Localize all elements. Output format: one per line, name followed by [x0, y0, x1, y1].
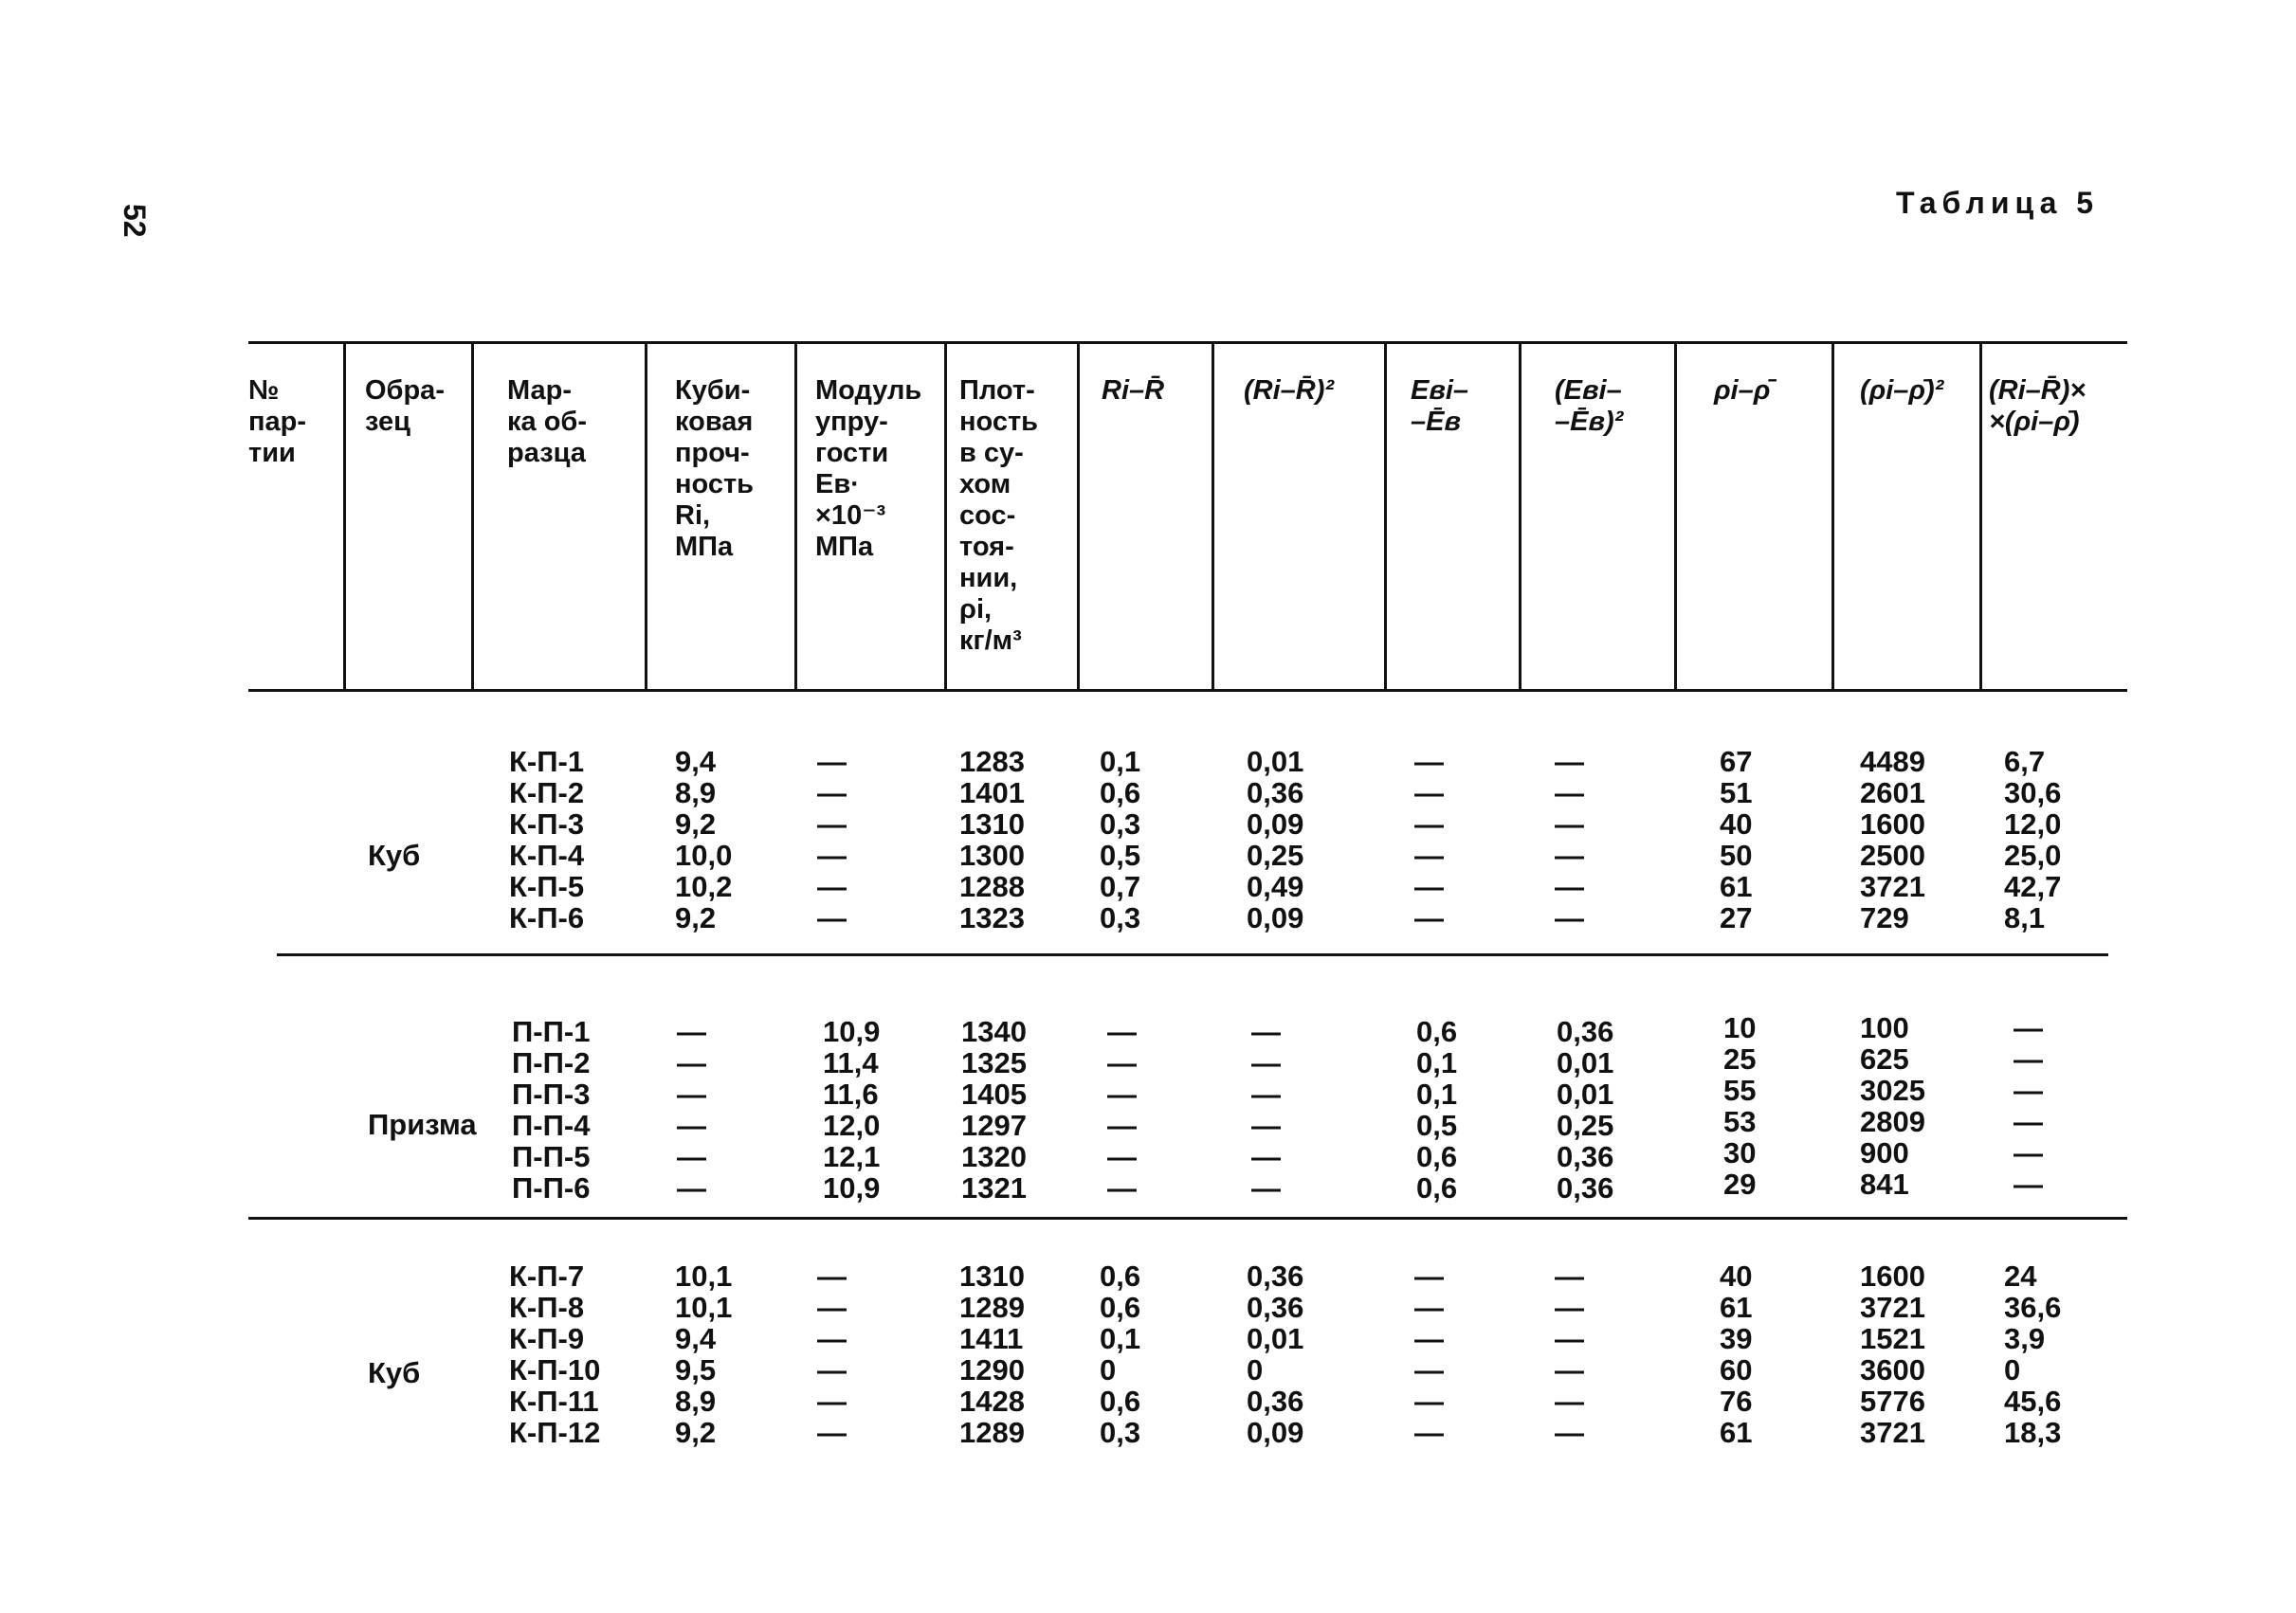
- table-cell: 9,2: [675, 807, 717, 841]
- header-cube-strength: Куби- ковая проч- ность Ri, МПа: [675, 375, 755, 562]
- header-rho-deviation: ρi–ρ̄: [1714, 375, 1771, 406]
- table-cell: 8,1: [2004, 901, 2046, 934]
- header-e-deviation: Eвi– –Ēв: [1411, 375, 1469, 437]
- table-cell: 61: [1720, 870, 1753, 903]
- table-cell: —: [817, 901, 847, 934]
- table-cell: —: [1107, 1140, 1137, 1173]
- header-column-rule: [794, 341, 797, 691]
- table-cell: —: [1414, 1291, 1444, 1324]
- table-cell: К-П-12: [509, 1416, 601, 1449]
- table-cell: —: [817, 1416, 847, 1449]
- page-number: 52: [118, 204, 152, 238]
- column-modulus: [823, 1016, 880, 1204]
- table-cell: 10,9: [823, 1015, 881, 1048]
- table-cell: —: [817, 839, 847, 872]
- table-cell: —: [2014, 1168, 2043, 1201]
- column-rho-deviation-squared: [1860, 1260, 1925, 1448]
- header-rho-deviation-squared: (ρi–ρ̄)²: [1860, 375, 1944, 406]
- table-cell: 1428: [959, 1385, 1025, 1418]
- table-cell: 10: [1723, 1011, 1757, 1044]
- table-cell: —: [1555, 839, 1584, 872]
- table-cell: —: [2014, 1136, 2043, 1169]
- table-cell: 42,7: [2004, 870, 2062, 903]
- table-cell: 10,1: [675, 1260, 733, 1293]
- table-cell: 0,09: [1247, 901, 1304, 934]
- table-cell: —: [1251, 1171, 1281, 1205]
- table-cell: 0,6: [1100, 776, 1141, 809]
- table-cell: 4489: [1860, 745, 1925, 778]
- table-cell: —: [1251, 1015, 1281, 1048]
- table-cell: —: [817, 1385, 847, 1418]
- table-cell: 30,6: [2004, 776, 2062, 809]
- table-cell: 12,0: [2004, 807, 2062, 841]
- table-cell: 8,9: [675, 1385, 717, 1418]
- table-cell: 50: [1720, 839, 1753, 872]
- table-cell: 0,6: [1416, 1015, 1458, 1048]
- column-r-deviation-squared: [1247, 1260, 1303, 1448]
- table-cell: 1297: [961, 1109, 1027, 1142]
- column-cube-strength: [675, 746, 732, 933]
- table-cell: 3721: [1860, 1416, 1925, 1449]
- table-cell: П-П-2: [512, 1046, 591, 1079]
- table-cell: 55: [1723, 1074, 1757, 1107]
- table-cell: 1405: [961, 1078, 1027, 1111]
- table-cell: —: [1107, 1171, 1137, 1205]
- column-product: [2004, 1260, 2061, 1448]
- table-cell: 0: [2004, 1353, 2021, 1386]
- table-cell: К-П-9: [509, 1322, 585, 1355]
- column-rho-deviation: [1720, 1260, 1752, 1448]
- table-cell: 0,1: [1100, 1322, 1141, 1355]
- table-cell: —: [1555, 870, 1584, 903]
- table-cell: 24: [2004, 1260, 2037, 1293]
- column-r-deviation: [1100, 1260, 1140, 1448]
- header-column-rule: [645, 341, 647, 691]
- table-cell: 3721: [1860, 870, 1925, 903]
- table-cell: 29: [1723, 1168, 1757, 1201]
- table-cell: —: [817, 1353, 847, 1386]
- table-cell: 0,09: [1247, 1416, 1304, 1449]
- table-cell: 0,36: [1557, 1171, 1614, 1205]
- header-column-rule: [343, 341, 346, 691]
- table-cell: 9,5: [675, 1353, 717, 1386]
- table-cell: 11,6: [823, 1078, 879, 1111]
- table-cell: —: [1414, 745, 1444, 778]
- group-divider-rule: [248, 1217, 2127, 1220]
- table-cell: 61: [1720, 1416, 1753, 1449]
- table-cell: К-П-2: [509, 776, 585, 809]
- header-elastic-modulus: Модуль упру- гости Eв· ×10⁻³ МПа: [815, 375, 922, 562]
- table-cell: —: [817, 870, 847, 903]
- table-cell: 0,6: [1100, 1385, 1141, 1418]
- table-cell: 0,1: [1416, 1078, 1458, 1111]
- column-r-deviation-squared: [1251, 1016, 1281, 1204]
- table-cell: —: [817, 807, 847, 841]
- table-cell: 2809: [1860, 1105, 1925, 1138]
- table-cell: 0,3: [1100, 1416, 1141, 1449]
- header-sample: Обра- зец: [365, 375, 445, 437]
- table-cell: —: [817, 1291, 847, 1324]
- table-cell: 0,6: [1100, 1291, 1141, 1324]
- table-cell: —: [677, 1171, 706, 1205]
- table-cell: —: [677, 1015, 706, 1048]
- table-cell: 0,7: [1100, 870, 1141, 903]
- table-cell: 10,1: [675, 1291, 733, 1324]
- column-rho-deviation-squared: [1860, 746, 1925, 933]
- table-cell: 1521: [1860, 1322, 1925, 1355]
- table-cell: К-П-5: [509, 870, 585, 903]
- table-cell: К-П-10: [509, 1353, 601, 1386]
- column-e-deviation-squared: [1557, 1016, 1613, 1204]
- header-r-deviation: Ri–R̄: [1102, 375, 1165, 406]
- table-cell: —: [1251, 1046, 1281, 1079]
- table-cell: 1321: [961, 1171, 1027, 1205]
- column-cube-strength: [675, 1260, 732, 1448]
- column-r-deviation: [1107, 1016, 1137, 1204]
- table-cell: 0,36: [1247, 1291, 1304, 1324]
- table-cell: К-П-8: [509, 1291, 585, 1324]
- table-cell: —: [1414, 1322, 1444, 1355]
- table-cell: 27: [1720, 901, 1753, 934]
- column-mark: [512, 1016, 590, 1204]
- table-cell: 100: [1860, 1011, 1909, 1044]
- table-cell: 53: [1723, 1105, 1757, 1138]
- header-column-rule: [1674, 341, 1677, 691]
- table-cell: К-П-1: [509, 745, 585, 778]
- table-cell: 45,6: [2004, 1385, 2062, 1418]
- table-title: Таблица 5: [1896, 186, 2100, 220]
- column-density: [959, 746, 1025, 933]
- table-cell: 1310: [959, 807, 1025, 841]
- group-sample-label: Куб: [368, 1356, 421, 1389]
- header-bottom-rule: [248, 689, 2127, 692]
- group-sample-label: Куб: [368, 839, 421, 872]
- table-cell: 30: [1723, 1136, 1757, 1169]
- table-cell: 2500: [1860, 839, 1925, 872]
- column-mark: [509, 746, 584, 933]
- table-cell: 0,36: [1247, 1260, 1304, 1293]
- table-cell: —: [1555, 1291, 1584, 1324]
- table-cell: 0,36: [1247, 1385, 1304, 1418]
- table-cell: —: [1414, 870, 1444, 903]
- table-cell: 1310: [959, 1260, 1025, 1293]
- column-density: [959, 1260, 1025, 1448]
- table-cell: 900: [1860, 1136, 1909, 1169]
- column-modulus: [817, 746, 847, 933]
- table-cell: —: [1414, 901, 1444, 934]
- table-cell: 0,36: [1557, 1015, 1614, 1048]
- table-cell: 40: [1720, 807, 1753, 841]
- header-column-rule: [1212, 341, 1214, 691]
- table-cell: 25,0: [2004, 839, 2062, 872]
- table-cell: 10,0: [675, 839, 733, 872]
- table-cell: —: [817, 1322, 847, 1355]
- table-cell: 841: [1860, 1168, 1909, 1201]
- table-cell: 1300: [959, 839, 1025, 872]
- table-cell: 0,5: [1416, 1109, 1458, 1142]
- table-cell: —: [2014, 1042, 2043, 1076]
- header-e-deviation-squared: (Eвi– –Ēв)²: [1555, 375, 1624, 437]
- table-cell: 0: [1247, 1353, 1264, 1386]
- header-batch-no: № пар- тии: [248, 375, 307, 468]
- table-cell: —: [1555, 1353, 1584, 1386]
- column-mark: [509, 1260, 600, 1448]
- table-cell: К-П-6: [509, 901, 585, 934]
- table-cell: 0,36: [1247, 776, 1304, 809]
- table-cell: —: [1251, 1078, 1281, 1111]
- column-product: [2004, 746, 2061, 933]
- column-r-deviation: [1100, 746, 1140, 933]
- table-cell: —: [1555, 1385, 1584, 1418]
- header-dry-density: Плот- ность в су- хом сос- тоя- нии, ρi, кг/м³: [959, 375, 1039, 656]
- table-cell: К-П-3: [509, 807, 585, 841]
- column-density: [961, 1016, 1027, 1204]
- table-cell: 0,01: [1247, 1322, 1304, 1355]
- table-cell: —: [1414, 1385, 1444, 1418]
- table-cell: 0,6: [1100, 1260, 1141, 1293]
- column-rho-deviation-squared: [1860, 1012, 1925, 1200]
- header-column-rule: [1831, 341, 1834, 691]
- table-cell: 5776: [1860, 1385, 1925, 1418]
- table-cell: —: [1414, 776, 1444, 809]
- table-top-rule: [248, 341, 2127, 344]
- table-cell: 60: [1720, 1353, 1753, 1386]
- table-cell: 1289: [959, 1291, 1025, 1324]
- table-cell: —: [1414, 1353, 1444, 1386]
- table-cell: —: [1414, 807, 1444, 841]
- table-cell: —: [1555, 1260, 1584, 1293]
- table-cell: 0,5: [1100, 839, 1141, 872]
- table-cell: 76: [1720, 1385, 1753, 1418]
- table-cell: —: [1251, 1140, 1281, 1173]
- table-cell: 9,2: [675, 901, 717, 934]
- table-cell: 729: [1860, 901, 1909, 934]
- table-cell: 0,25: [1557, 1109, 1614, 1142]
- table-cell: 0,3: [1100, 807, 1141, 841]
- table-cell: 1325: [961, 1046, 1027, 1079]
- table-cell: 1411: [959, 1322, 1024, 1355]
- table-cell: 40: [1720, 1260, 1753, 1293]
- group-divider-rule: [277, 953, 2108, 956]
- table-cell: —: [677, 1109, 706, 1142]
- table-cell: 0,09: [1247, 807, 1304, 841]
- table-cell: 36,6: [2004, 1291, 2062, 1324]
- table-cell: 67: [1720, 745, 1753, 778]
- column-product: [2014, 1012, 2043, 1200]
- table-cell: П-П-6: [512, 1171, 591, 1205]
- header-r-deviation-squared: (Ri–R̄)²: [1244, 375, 1335, 406]
- table-cell: К-П-11: [509, 1385, 599, 1418]
- table-cell: —: [1414, 1260, 1444, 1293]
- column-e-deviation: [1414, 746, 1444, 933]
- column-e-deviation: [1414, 1260, 1444, 1448]
- table-cell: —: [1414, 839, 1444, 872]
- table-cell: П-П-1: [512, 1015, 591, 1048]
- table-cell: —: [1414, 1416, 1444, 1449]
- table-cell: 0,1: [1100, 745, 1141, 778]
- table-cell: П-П-4: [512, 1109, 591, 1142]
- table-cell: —: [2014, 1074, 2043, 1107]
- header-column-rule: [1519, 341, 1522, 691]
- table-cell: 3,9: [2004, 1322, 2046, 1355]
- table-cell: 1600: [1860, 807, 1925, 841]
- header-column-rule: [1979, 341, 1982, 691]
- column-rho-deviation: [1720, 746, 1752, 933]
- table-cell: —: [1251, 1109, 1281, 1142]
- table-cell: К-П-7: [509, 1260, 585, 1293]
- table-cell: 2601: [1860, 776, 1925, 809]
- column-modulus: [817, 1260, 847, 1448]
- table-cell: —: [2014, 1011, 2043, 1044]
- header-column-rule: [1077, 341, 1080, 691]
- table-cell: 1289: [959, 1416, 1025, 1449]
- table-cell: 10,9: [823, 1171, 881, 1205]
- table-cell: 0,01: [1557, 1046, 1614, 1079]
- group-sample-label: Призма: [368, 1108, 477, 1141]
- header-column-rule: [1384, 341, 1387, 691]
- table-cell: 9,4: [675, 1322, 717, 1355]
- table-cell: 12,0: [823, 1109, 881, 1142]
- table-cell: 0,25: [1247, 839, 1304, 872]
- table-cell: 0,01: [1247, 745, 1304, 778]
- table-cell: —: [817, 776, 847, 809]
- table-cell: 6,7: [2004, 745, 2046, 778]
- table-cell: П-П-5: [512, 1140, 591, 1173]
- table-cell: 1288: [959, 870, 1025, 903]
- table-cell: —: [677, 1046, 706, 1079]
- table-cell: —: [1107, 1078, 1137, 1111]
- table-cell: 0,3: [1100, 901, 1141, 934]
- table-cell: 1320: [961, 1140, 1027, 1173]
- table-cell: 1401: [959, 776, 1025, 809]
- table-cell: 0: [1100, 1353, 1117, 1386]
- table-cell: —: [817, 745, 847, 778]
- table-cell: —: [1555, 1416, 1584, 1449]
- header-product: (Ri–R̄)× ×(ρi–ρ̄): [1989, 375, 2086, 437]
- table-cell: —: [1555, 807, 1584, 841]
- table-cell: 625: [1860, 1042, 1909, 1076]
- column-rho-deviation: [1723, 1012, 1756, 1200]
- column-e-deviation-squared: [1555, 1260, 1584, 1448]
- table-cell: 39: [1720, 1322, 1753, 1355]
- table-cell: —: [1555, 776, 1584, 809]
- table-cell: 8,9: [675, 776, 717, 809]
- table-cell: 0,1: [1416, 1046, 1458, 1079]
- table-cell: —: [817, 1260, 847, 1293]
- table-cell: 11,4: [823, 1046, 879, 1079]
- table-cell: 1323: [959, 901, 1025, 934]
- header-column-rule: [471, 341, 474, 691]
- table-cell: —: [1555, 901, 1584, 934]
- table-cell: 0,49: [1247, 870, 1304, 903]
- table-cell: —: [677, 1078, 706, 1111]
- table-cell: 0,36: [1557, 1140, 1614, 1173]
- table-cell: 3600: [1860, 1353, 1925, 1386]
- table-cell: К-П-4: [509, 839, 585, 872]
- table-cell: 1340: [961, 1015, 1027, 1048]
- table-cell: 18,3: [2004, 1416, 2062, 1449]
- table-cell: 9,2: [675, 1416, 717, 1449]
- column-e-deviation-squared: [1555, 746, 1584, 933]
- table-cell: 0,01: [1557, 1078, 1614, 1111]
- header-sample-mark: Мар- ка об- разца: [507, 375, 587, 468]
- table-cell: 51: [1720, 776, 1753, 809]
- table-cell: —: [1107, 1015, 1137, 1048]
- table-cell: 61: [1720, 1291, 1753, 1324]
- table-cell: —: [677, 1140, 706, 1173]
- table-cell: —: [1107, 1046, 1137, 1079]
- table-cell: 9,4: [675, 745, 717, 778]
- table-cell: П-П-3: [512, 1078, 591, 1111]
- column-r-deviation-squared: [1247, 746, 1303, 933]
- table-cell: —: [2014, 1105, 2043, 1138]
- table-cell: 3025: [1860, 1074, 1925, 1107]
- table-cell: 1600: [1860, 1260, 1925, 1293]
- column-cube-strength: [677, 1016, 706, 1204]
- header-column-rule: [944, 341, 947, 691]
- table-cell: —: [1555, 745, 1584, 778]
- table-cell: 10,2: [675, 870, 733, 903]
- table-cell: 1290: [959, 1353, 1025, 1386]
- table-cell: 0,6: [1416, 1140, 1458, 1173]
- table-cell: 25: [1723, 1042, 1757, 1076]
- column-e-deviation: [1416, 1016, 1457, 1204]
- table-cell: 12,1: [823, 1140, 881, 1173]
- table-cell: 0,6: [1416, 1171, 1458, 1205]
- table-cell: —: [1107, 1109, 1137, 1142]
- table-cell: —: [1555, 1322, 1584, 1355]
- table-cell: 3721: [1860, 1291, 1925, 1324]
- table-cell: 1283: [959, 745, 1025, 778]
